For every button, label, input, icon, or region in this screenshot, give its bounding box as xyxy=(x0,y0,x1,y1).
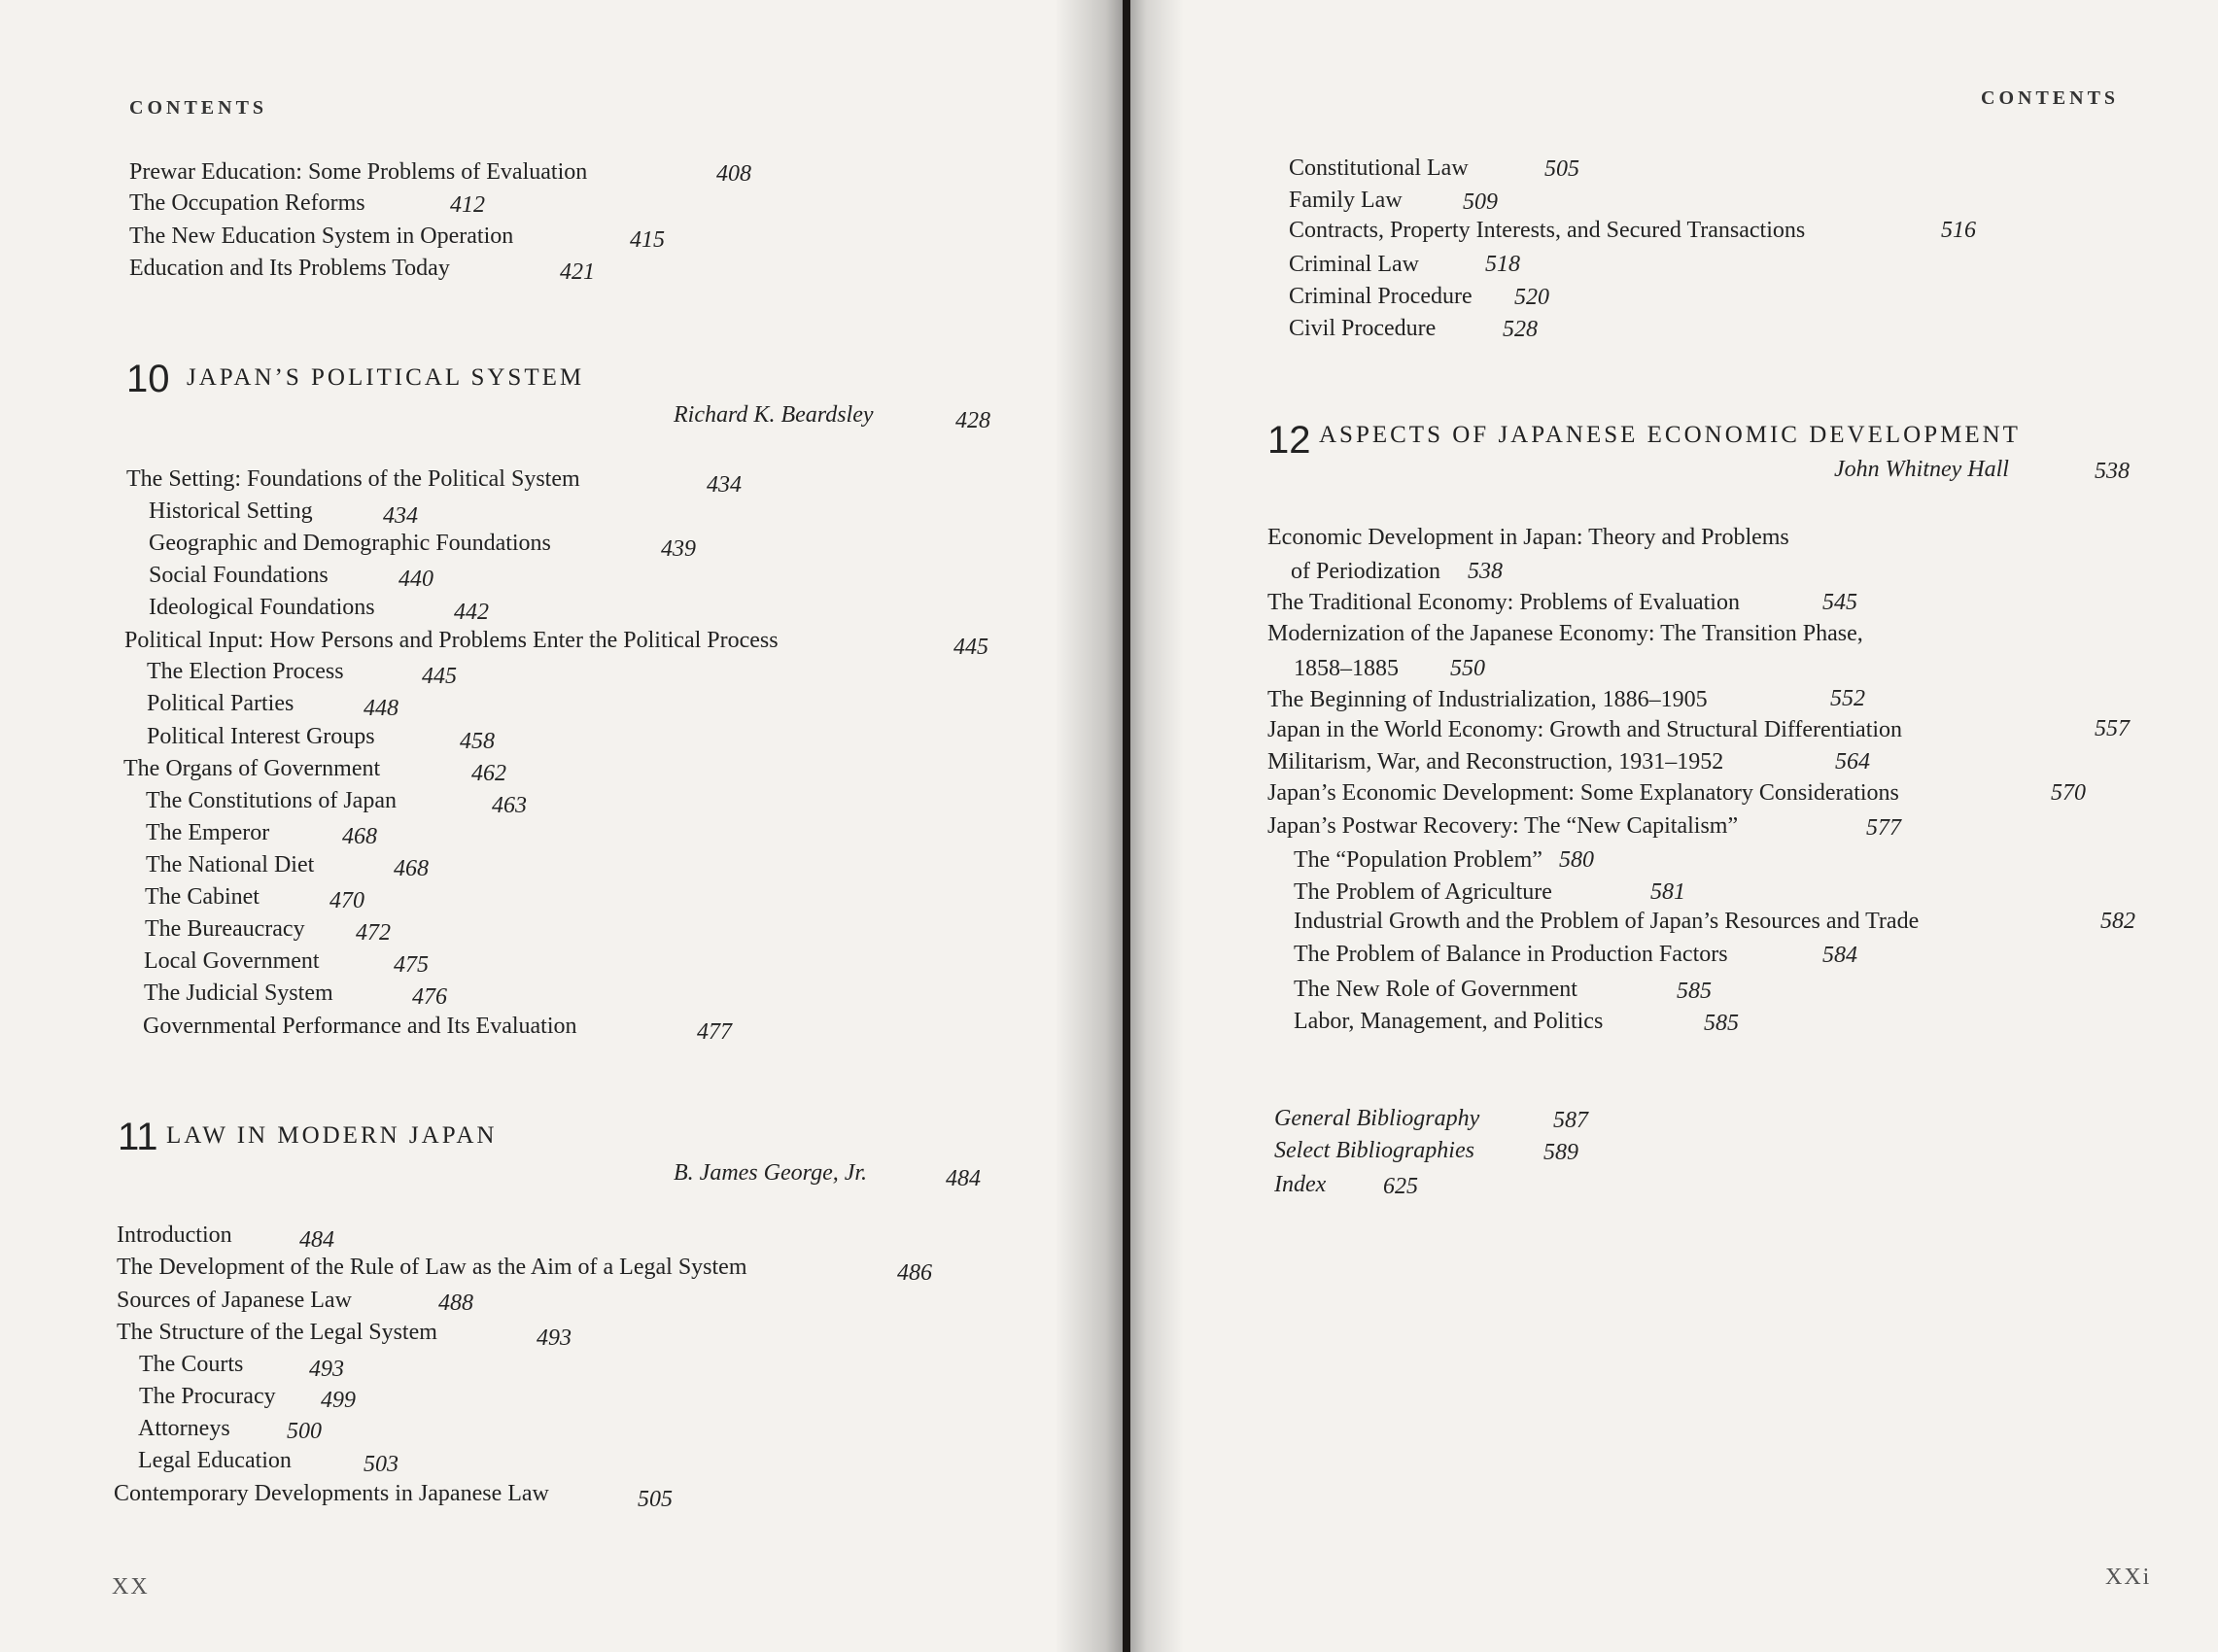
toc-page-number: 625 xyxy=(1383,1174,1418,1199)
toc-backmatter-entry: Index xyxy=(1274,1172,1327,1197)
toc-page-number: 468 xyxy=(342,824,377,849)
toc-page-number: 476 xyxy=(412,984,447,1010)
toc-page-number: 516 xyxy=(1941,218,1976,243)
chapter-number: 11 xyxy=(118,1116,158,1158)
toc-subentry: Social Foundations xyxy=(149,563,329,588)
toc-page-number: 470 xyxy=(329,888,364,913)
toc-page-number: 415 xyxy=(630,227,665,253)
chapter-page-number: 538 xyxy=(2095,459,2130,484)
toc-page-number: 468 xyxy=(394,856,429,881)
chapter-title: LAW IN MODERN JAPAN xyxy=(166,1122,498,1149)
toc-page-number: 545 xyxy=(1822,590,1857,615)
toc-entry: Militarism, War, and Reconstruction, 1931–1952 xyxy=(1267,749,1724,774)
toc-subentry: The National Diet xyxy=(146,852,315,878)
toc-subentry: Labor, Management, and Politics xyxy=(1294,1009,1604,1034)
chapter-author: Richard K. Beardsley xyxy=(674,402,874,428)
gutter-shadow xyxy=(1055,0,1123,1652)
chapter-number: 12 xyxy=(1267,419,1311,462)
toc-entry: The Setting: Foundations of the Political System xyxy=(126,466,580,492)
book-spine xyxy=(1123,0,1130,1652)
toc-entry: The Beginning of Industrialization, 1886–1905 xyxy=(1267,687,1708,712)
toc-page-number: 584 xyxy=(1822,943,1857,968)
toc-page-number: 500 xyxy=(287,1419,322,1444)
toc-subentry: The “Population Problem” xyxy=(1294,847,1542,873)
toc-page-number: 462 xyxy=(471,761,506,786)
toc-subentry: The Bureaucracy xyxy=(145,916,305,942)
toc-subentry: The Courts xyxy=(139,1352,244,1377)
toc-entry-continuation: of Periodization xyxy=(1291,559,1440,584)
toc-page-number: 486 xyxy=(897,1260,932,1286)
page-folio: XXi xyxy=(2105,1565,2152,1590)
toc-page-number: 509 xyxy=(1463,189,1498,215)
toc-page-number: 448 xyxy=(364,696,399,721)
toc-page-number: 538 xyxy=(1468,559,1503,584)
gutter-shadow xyxy=(1130,0,1184,1652)
toc-entry: Sources of Japanese Law xyxy=(117,1288,352,1313)
toc-subentry: The Election Process xyxy=(147,659,344,684)
toc-page-number: 475 xyxy=(394,952,429,978)
toc-page-number: 564 xyxy=(1835,749,1870,774)
toc-entry-continuation: 1858–1885 xyxy=(1294,656,1399,681)
chapter-author: John Whitney Hall xyxy=(1834,457,2009,482)
toc-page-number: 493 xyxy=(537,1325,572,1351)
toc-subentry: The Judicial System xyxy=(144,981,333,1006)
toc-entry: Criminal Law xyxy=(1289,252,1419,277)
toc-page-number: 442 xyxy=(454,600,489,625)
toc-page-number: 550 xyxy=(1450,656,1485,681)
chapter-title: ASPECTS OF JAPANESE ECONOMIC DEVELOPMENT xyxy=(1319,422,2021,448)
chapter-title: JAPAN’S POLITICAL SYSTEM xyxy=(187,364,585,391)
toc-page-number: 488 xyxy=(438,1291,473,1316)
toc-subentry: Historical Setting xyxy=(149,499,313,524)
toc-entry: Economic Development in Japan: Theory and Problems xyxy=(1267,525,1789,550)
toc-subentry: Governmental Performance and Its Evaluation xyxy=(143,1014,577,1039)
toc-page-number: 445 xyxy=(422,664,457,689)
toc-entry: The New Education System in Operation xyxy=(129,224,514,249)
toc-subentry: The Procuracy xyxy=(139,1384,276,1409)
toc-page-number: 577 xyxy=(1866,815,1901,841)
toc-subentry: The Cabinet xyxy=(145,884,260,910)
toc-page-number: 570 xyxy=(2051,780,2086,806)
toc-page-number: 518 xyxy=(1485,252,1520,277)
toc-subentry: The Emperor xyxy=(146,820,270,845)
toc-subentry: Geographic and Demographic Foundations xyxy=(149,531,551,556)
toc-page-number: 552 xyxy=(1830,686,1865,711)
right-page xyxy=(1130,0,2218,1652)
toc-entry: Contracts, Property Interests, and Secured Transactions xyxy=(1289,218,1806,243)
toc-entry: Constitutional Law xyxy=(1289,155,1469,181)
chapter-number: 10 xyxy=(126,358,170,400)
running-header: CONTENTS xyxy=(1981,87,2120,109)
toc-page-number: 477 xyxy=(697,1019,732,1045)
toc-entry: Civil Procedure xyxy=(1289,316,1437,341)
toc-page-number: 582 xyxy=(2100,909,2135,934)
toc-entry: Modernization of the Japanese Economy: The Transition Phase, xyxy=(1267,621,1863,646)
toc-entry: Japan’s Postwar Recovery: The “New Capitalism” xyxy=(1267,813,1739,839)
toc-page-number: 499 xyxy=(321,1388,356,1413)
toc-entry: The Organs of Government xyxy=(123,756,381,781)
toc-entry: Japan’s Economic Development: Some Explanatory Considerations xyxy=(1267,780,1899,806)
toc-subentry: Ideological Foundations xyxy=(149,595,375,620)
toc-page-number: 439 xyxy=(661,536,696,562)
toc-page-number: 463 xyxy=(492,793,527,818)
toc-page-number: 458 xyxy=(460,729,495,754)
toc-subentry: Political Interest Groups xyxy=(147,724,375,749)
toc-page-number: 581 xyxy=(1650,879,1685,905)
toc-page-number: 557 xyxy=(2095,716,2130,741)
toc-subentry: The Problem of Agriculture xyxy=(1294,879,1552,905)
toc-page-number: 585 xyxy=(1677,979,1712,1004)
toc-subentry: Industrial Growth and the Problem of Japan’s Resources and Trade xyxy=(1294,909,1920,934)
toc-page-number: 503 xyxy=(364,1452,399,1477)
toc-entry: The Traditional Economy: Problems of Evaluation xyxy=(1267,590,1740,615)
toc-entry: Introduction xyxy=(117,1222,232,1248)
toc-entry: The Development of the Rule of Law as the Aim of a Legal System xyxy=(117,1255,747,1280)
toc-page-number: 505 xyxy=(638,1487,673,1512)
toc-backmatter-entry: General Bibliography xyxy=(1274,1106,1480,1131)
toc-subentry: Legal Education xyxy=(138,1448,292,1473)
toc-subentry: The New Role of Government xyxy=(1294,977,1577,1002)
toc-entry: Education and Its Problems Today xyxy=(129,256,450,281)
toc-page-number: 520 xyxy=(1514,285,1549,310)
toc-page-number: 440 xyxy=(399,567,433,592)
chapter-author: B. James George, Jr. xyxy=(674,1160,868,1186)
toc-page-number: 580 xyxy=(1559,847,1594,873)
toc-page-number: 434 xyxy=(707,472,742,498)
toc-page-number: 587 xyxy=(1553,1108,1588,1133)
toc-page-number: 472 xyxy=(356,920,391,946)
toc-subentry: Attorneys xyxy=(138,1416,230,1441)
toc-page-number: 589 xyxy=(1543,1140,1578,1165)
chapter-page-number: 428 xyxy=(955,408,990,433)
toc-entry: The Structure of the Legal System xyxy=(117,1320,437,1345)
toc-entry: The Occupation Reforms xyxy=(129,190,365,216)
toc-page-number: 505 xyxy=(1544,156,1579,182)
toc-subentry: The Constitutions of Japan xyxy=(146,788,397,813)
chapter-page-number: 484 xyxy=(946,1166,981,1191)
toc-entry: Contemporary Developments in Japanese Law xyxy=(114,1481,549,1506)
toc-page-number: 484 xyxy=(299,1227,334,1253)
toc-backmatter-entry: Select Bibliographies xyxy=(1274,1138,1474,1163)
toc-subentry: Political Parties xyxy=(147,691,295,716)
toc-entry: Criminal Procedure xyxy=(1289,284,1473,309)
toc-page-number: 412 xyxy=(450,192,485,218)
toc-entry: Political Input: How Persons and Problems Enter the Political Process xyxy=(124,628,779,653)
page-folio: XX xyxy=(112,1574,150,1600)
toc-page-number: 434 xyxy=(383,503,418,529)
toc-entry: Family Law xyxy=(1289,188,1403,213)
toc-entry: Prewar Education: Some Problems of Evaluation xyxy=(129,159,588,185)
toc-subentry: The Problem of Balance in Production Factors xyxy=(1294,942,1728,967)
toc-page-number: 445 xyxy=(953,635,988,660)
toc-page-number: 408 xyxy=(716,161,751,187)
toc-entry: Japan in the World Economy: Growth and Structural Differentiation xyxy=(1267,717,1903,742)
toc-subentry: Local Government xyxy=(144,948,320,974)
toc-page-number: 528 xyxy=(1503,317,1538,342)
toc-page-number: 421 xyxy=(560,259,595,285)
toc-page-number: 493 xyxy=(309,1357,344,1382)
running-header: CONTENTS xyxy=(129,97,268,119)
toc-page-number: 585 xyxy=(1704,1011,1739,1036)
